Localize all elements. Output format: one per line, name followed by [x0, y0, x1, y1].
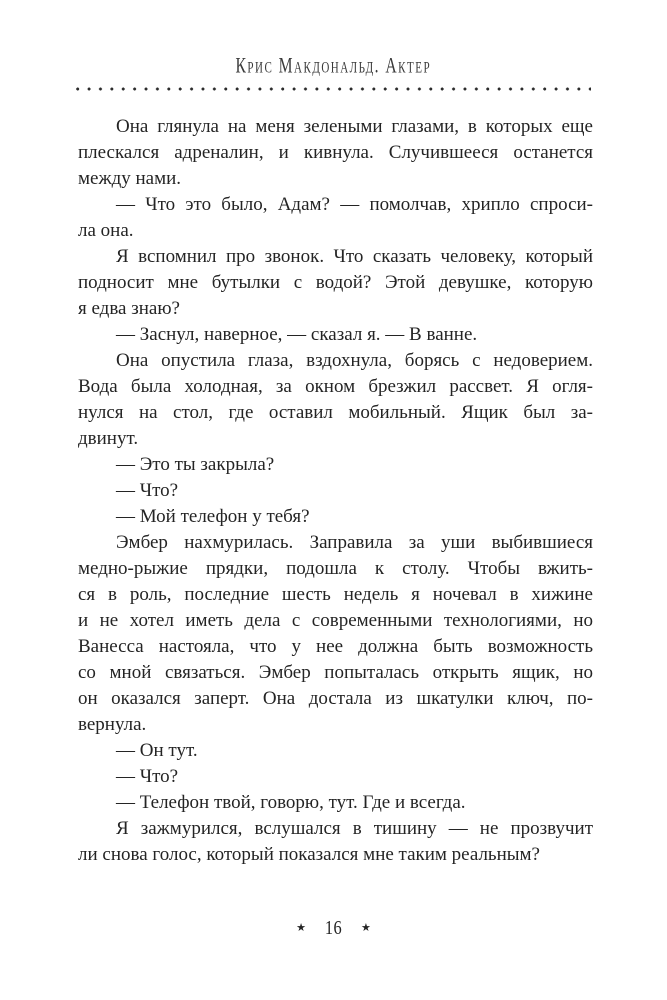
- paragraph: [78, 452, 593, 478]
- text-block: [78, 114, 593, 868]
- text-line: медно-рыжие прядки, подошла к столу. Чтобы вжить-: [78, 558, 593, 579]
- page-number: 16: [324, 917, 343, 939]
- paragraph: [78, 764, 593, 790]
- paragraph: [78, 790, 593, 816]
- text-line: я едва знаю?: [78, 298, 180, 319]
- paragraph: [78, 192, 593, 244]
- text-line: ла она.: [78, 220, 134, 241]
- text-line: — Что?: [116, 480, 179, 501]
- text-line: Я вспомнил про звонок. Что сказать человеку, который: [116, 246, 593, 267]
- footer-star-left-icon: ★: [296, 922, 306, 934]
- paragraph: [78, 504, 593, 530]
- paragraph: [78, 322, 593, 348]
- text-line: нулся на стол, где оставил мобильный. Ящик был за-: [78, 402, 593, 423]
- text-line: Она глянула на меня зелеными глазами, в которых еще: [116, 116, 593, 137]
- text-line: — Это ты закрыла?: [116, 454, 275, 475]
- text-line: ся в роль, последние шесть недель я ночевал в хижине: [78, 584, 593, 605]
- text-line: — Заснул, наверное, — сказал я. — В ванне.: [116, 324, 478, 345]
- text-line: и не хотел иметь дела с современными технологиями, но: [78, 610, 593, 631]
- text-line: — Что это было, Адам? — помолчав, хрипло спроси-: [116, 194, 593, 215]
- text-line: — Он тут.: [116, 740, 198, 761]
- running-header: [0, 54, 667, 78]
- paragraph: [78, 738, 593, 764]
- paragraph: [78, 114, 593, 192]
- text-line: Она опустила глаза, вздохнула, борясь с недоверием.: [116, 350, 593, 371]
- text-line: со мной связаться. Эмбер попыталась открыть ящик, но: [78, 662, 593, 683]
- text-line: плескался адреналин, и кивнула. Случившееся останется: [78, 142, 593, 163]
- text-line: он оказался заперт. Она достала из шкатулки ключ, по-: [78, 688, 593, 709]
- text-line: вернула.: [78, 714, 147, 735]
- running-header-title: Крис Макдональд. Актер: [235, 53, 432, 78]
- paragraph: [78, 478, 593, 504]
- text-line: двинут.: [78, 428, 139, 449]
- paragraph: [78, 530, 593, 738]
- page-footer: [0, 917, 667, 940]
- text-line: между нами.: [78, 168, 182, 189]
- text-line: ли снова голос, который показался мне таким реальным?: [78, 844, 540, 865]
- text-line: Ванесса настояла, что у нее должна быть возможность: [78, 636, 593, 657]
- text-line: Эмбер нахмурилась. Заправила за уши выбившиеся: [116, 532, 593, 553]
- text-line: подносит мне бутылки с водой? Этой девушке, которую: [78, 272, 593, 293]
- text-line: Вода была холодная, за окном брезжил рассвет. Я огля-: [78, 376, 593, 397]
- dotted-separator: [76, 87, 591, 91]
- text-line: — Мой телефон у тебя?: [116, 506, 310, 527]
- text-line: Я зажмурился, вслушался в тишину — не прозвучит: [116, 818, 593, 839]
- text-line: — Телефон твой, говорю, тут. Где и всегда.: [116, 792, 466, 813]
- paragraph: [78, 816, 593, 868]
- text-line: — Что?: [116, 766, 179, 787]
- paragraph: [78, 348, 593, 452]
- paragraph: [78, 244, 593, 322]
- footer-star-right-icon: ★: [361, 922, 371, 934]
